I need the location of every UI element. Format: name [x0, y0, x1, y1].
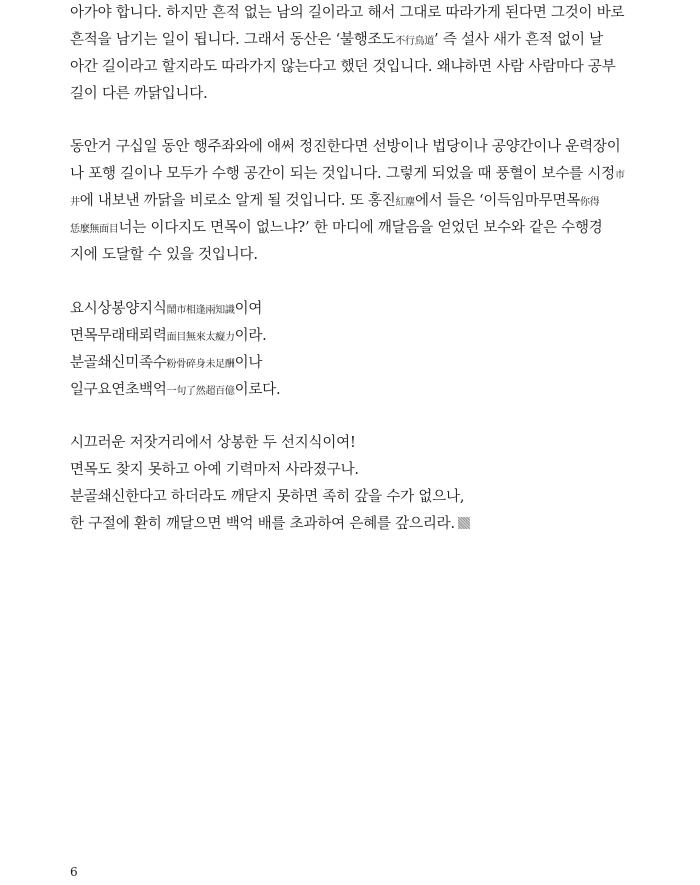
verse-line: [70, 323, 640, 350]
hanja-annotation: 面目無來太癡力: [166, 332, 235, 343]
verse-reading: 면목무래태뢰력: [70, 328, 167, 344]
verse-reading: 요시상봉양지식: [70, 301, 167, 317]
hanja-annotation: 恁麼無面目: [70, 224, 119, 235]
text-run: 너는 이다지도 면목이 없느냐?’ 한 마디에 깨달음을 얻었던 보수와 같은 수행경: [118, 220, 603, 236]
section-end-mark-icon: [458, 517, 470, 529]
hanja-annotation: 你得: [580, 197, 600, 208]
translation-line: [70, 511, 640, 538]
text-run: 에서 들은 ‘이득임마무면목: [414, 193, 581, 209]
text-line: [70, 81, 640, 108]
paragraph-2: [70, 134, 640, 269]
verse-korean: [70, 296, 640, 404]
verse-ending: 이라.: [234, 328, 267, 344]
verse-ending: 이나: [234, 355, 263, 371]
verse-line: [70, 377, 640, 404]
text-run: 면목도 찾지 못하고 아예 기력마저 사라졌구나.: [70, 462, 359, 478]
verse-line: [70, 350, 640, 377]
text-run: 아가야 합니다. 하지만 흔적 없는 남의 길이라고 해서 그대로 따라가게 된다면 그것이 바로: [70, 5, 625, 21]
text-run: 분골쇄신한다고 하더라도 깨닫지 못하면 족히 갚을 수가 없으나,: [70, 489, 465, 505]
hanja-annotation: 不行鳥道: [395, 36, 435, 47]
hanja-annotation: 市: [614, 170, 625, 181]
text-line: [70, 54, 640, 81]
text-line: [70, 215, 640, 242]
text-run: 길이 다른 까닭입니다.: [70, 86, 208, 102]
text-run: 에 내보낸 까닭을 비로소 알게 될 것입니다. 또 홍진: [79, 193, 396, 209]
text-run: 아간 길이라고 할지라도 따라가지 않는다고 했던 것입니다. 왜냐하면 사람 사람마다 공부: [70, 59, 616, 75]
text-run: 흔적을 남기는 일이 됩니다. 그래서 동산은 ‘불행조도: [70, 32, 396, 48]
text-run: 한 구절에 환히 깨달으면 백억 배를 초과하여 은혜를 갚으리라.: [70, 516, 455, 532]
text-line: [70, 134, 640, 161]
translation-line: [70, 457, 640, 484]
text-line: [70, 188, 640, 215]
text-run: ’ 즉 설사 새가 흔적 없이 날: [434, 32, 603, 48]
verse-ending: 이로다.: [234, 382, 281, 398]
verse-translation: [70, 430, 640, 538]
hanja-annotation: 紅塵: [395, 197, 415, 208]
verse-ending: 이여: [234, 301, 263, 317]
paragraph-1: [70, 0, 640, 108]
hanja-annotation: 一句了然超百億: [166, 386, 235, 397]
translation-line: [70, 484, 640, 511]
text-run: 나 포행 길이나 모두가 수행 공간이 되는 것입니다. 그렇게 되었을 때 풍혈이 보수를 시정: [70, 166, 615, 182]
translation-line: [70, 430, 640, 457]
verse-reading: 분골쇄신미족수: [70, 355, 167, 371]
page-number: 6: [70, 865, 78, 879]
text-run: 동안거 구십일 동안 행주좌와에 애써 정진한다면 선방이나 법당이나 공양간이나 운력장이: [70, 139, 621, 155]
text-run: 지에 도달할 수 있을 것입니다.: [70, 247, 258, 263]
verse-line: [70, 296, 640, 323]
hanja-annotation: 井: [70, 197, 80, 208]
text-run: 시끄러운 저잣거리에서 상봉한 두 선지식이여!: [70, 435, 356, 451]
text-line: [70, 161, 640, 188]
verse-reading: 일구요연초백억: [70, 382, 167, 398]
text-line: [70, 0, 640, 27]
text-line: [70, 242, 640, 269]
hanja-annotation: 鬧市相逢兩知識: [166, 305, 235, 316]
text-line: [70, 27, 640, 54]
hanja-annotation: 粉骨碎身未足酬: [166, 359, 235, 370]
